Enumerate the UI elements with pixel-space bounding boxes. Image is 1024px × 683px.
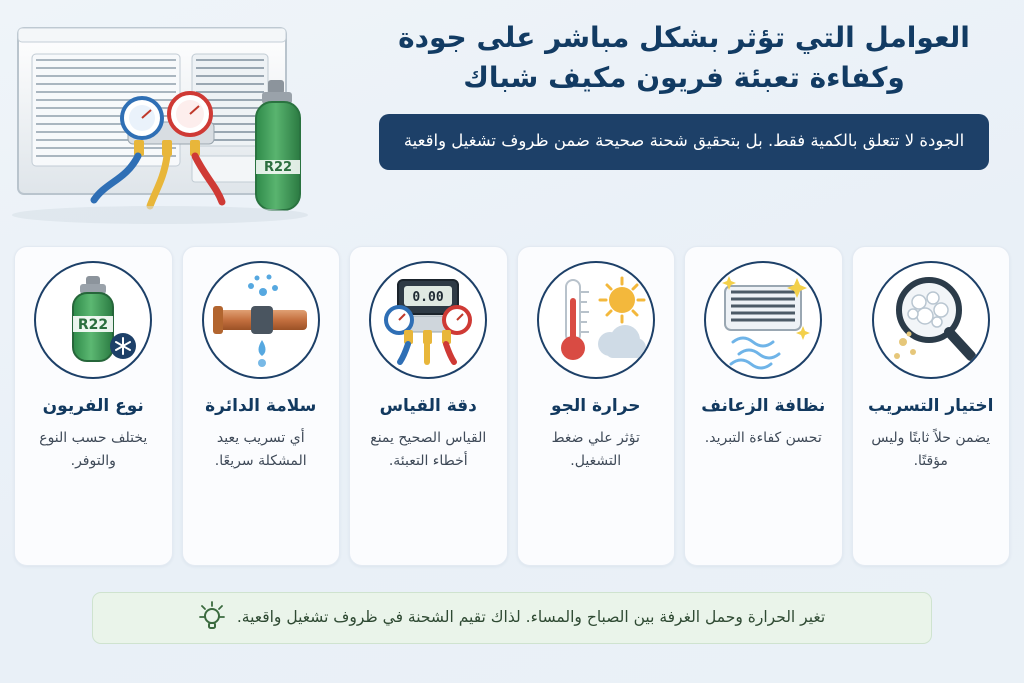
card-title: نظافة الزعانف (701, 396, 826, 416)
refrigerant-cylinder-icon (34, 261, 152, 379)
card-refrigerant-type[interactable] (14, 246, 173, 566)
leak-detector-magnifier-icon (872, 261, 990, 379)
pipe-leak-icon (202, 261, 320, 379)
subtitle-banner: الجودة لا تتعلق بالكمية فقط. بل بتحقيق شحنة صحيحة ضمن ظروف تشغيل واقعية (379, 114, 989, 171)
ac-unit-svg (10, 10, 350, 235)
card-title: اختيار التسريب (868, 396, 994, 416)
card-fin-cleanliness[interactable] (684, 246, 843, 566)
footer-note (92, 592, 932, 644)
refrigerant-cylinder (256, 80, 300, 210)
card-desc: يختلف حسب النوع والتوفر. (39, 430, 148, 469)
card-title: حرارة الجو (551, 396, 641, 416)
card-desc: تحسن كفاءة التبريد. (704, 430, 822, 447)
card-circuit-integrity[interactable] (182, 246, 341, 566)
card-desc: أي تسريب يعيد المشكلة سريعًا. (214, 430, 307, 469)
cylinder-label-text: R22 (263, 160, 293, 175)
card-desc: يضمن حلاً ثابتًا وليس مؤقتًا. (871, 430, 991, 469)
window-ac-illustration (10, 10, 350, 235)
factors-card-strip (14, 246, 1010, 566)
card-leak-detection[interactable] (852, 246, 1011, 566)
card-desc: تؤثر علي ضغط التشغيل. (551, 430, 640, 469)
lightbulb-icon (199, 601, 225, 635)
footer-note-text: تغير الحرارة وحمل الغرفة بين الصباح والمساء. لذاك تقيم الشحنة في ظروف تشغيل واقعية. (236, 608, 826, 627)
card-cylinder-label: R22 (78, 317, 109, 333)
card-title: نوع الفريون (42, 396, 144, 416)
thermometer-sun-cloud-icon (537, 261, 655, 379)
card-title: دقة القياس (379, 396, 477, 416)
card-title: سلامة الدائرة (205, 396, 317, 416)
manifold-gauge-icon (369, 261, 487, 379)
card-measurement-accuracy[interactable] (349, 246, 508, 566)
card-desc: القياس الصحيح يمنع أخطاء التعبئة. (370, 430, 487, 469)
header-block (364, 18, 1004, 170)
page-title: العوامل التي تؤثر بشكل مباشر على جودة وكفاءة تعبئة فريون مكيف شباك (398, 21, 970, 94)
gauge-digital-value: 0.00 (412, 290, 444, 305)
card-ambient-temperature[interactable] (517, 246, 676, 566)
clean-coil-fins-icon (704, 261, 822, 379)
